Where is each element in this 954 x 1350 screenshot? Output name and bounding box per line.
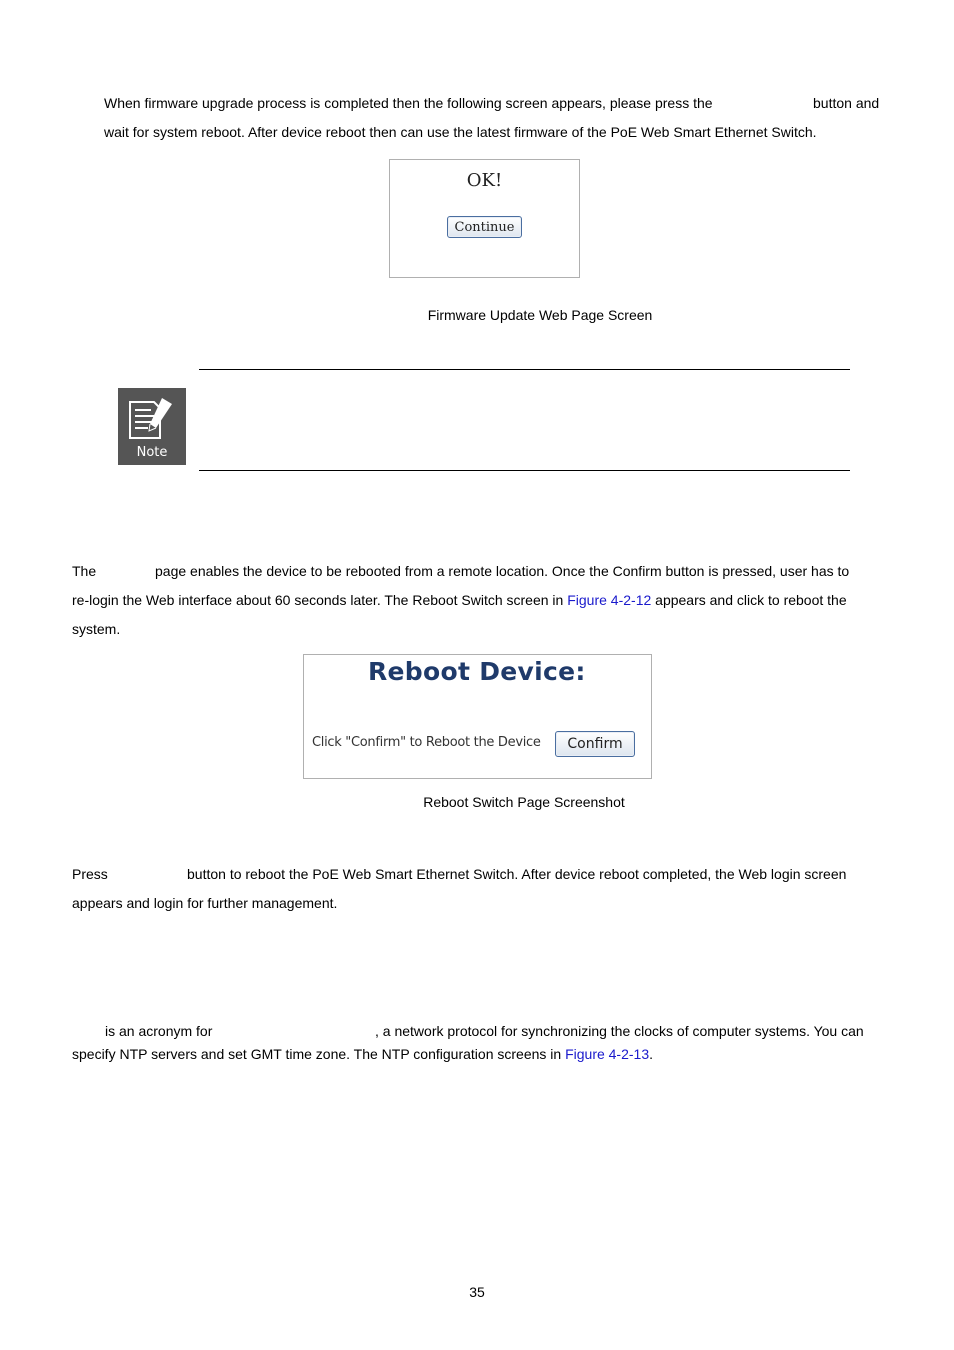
intro-line-1	[104, 89, 884, 118]
press-para-start: Press	[72, 866, 108, 882]
reboot-device-title: Reboot Device:	[368, 657, 586, 686]
page-number: 35	[469, 1284, 485, 1300]
reboot-para-line-1: page enables the device to be rebooted from a remote location. Once the Confirm button is pressed, user has to	[155, 563, 850, 579]
press-para-line-2: appears and login for further management.	[72, 895, 338, 911]
continue-button[interactable]: Continue	[447, 216, 522, 238]
figure-4-2-12-link[interactable]: Figure 4-2-12	[567, 592, 652, 608]
confirm-button[interactable]: Confirm	[555, 731, 635, 757]
ok-status-text: OK!	[466, 170, 503, 191]
reboot-para-line-3: system.	[72, 621, 121, 637]
firmware-ok-screenshot	[389, 159, 580, 278]
ntp-para-line-1a: is an acronym for	[105, 1023, 213, 1039]
note-top-rule	[199, 369, 850, 370]
ntp-para-line-1b: , a network protocol for synchronizing the clocks of computer systems. You can	[375, 1023, 864, 1039]
note-bottom-rule	[199, 470, 850, 471]
ntp-para-line-2: specify NTP servers and set GMT time zone. The NTP configuration screens in Figure 4-2-13.	[72, 1046, 654, 1062]
reboot-para-line-2: re-login the Web interface about 60 seconds later. The Reboot Switch screen in Figure 4-2-12 appears and click to reboot the	[72, 592, 847, 608]
note-icon	[118, 388, 186, 465]
figure-caption-firmware: Firmware Update Web Page Screen	[427, 307, 653, 323]
reboot-device-screenshot	[303, 654, 652, 779]
reboot-prompt-text: Click "Confirm" to Reboot the Device	[312, 735, 541, 750]
intro-line-1-start: When firmware upgrade process is completed then the following screen appears, please press the	[104, 95, 713, 111]
note-label: Note	[136, 445, 168, 460]
reboot-para-line-1-start: The	[72, 563, 97, 579]
intro-line-2: wait for system reboot. After device reboot then can use the latest firmware of the PoE Web Smart Ethernet Switch.	[104, 124, 817, 140]
intro-line-1-end: button and	[813, 95, 880, 111]
figure-caption-reboot: Reboot Switch Page Screenshot	[423, 794, 625, 810]
pencil-paper-icon	[118, 388, 186, 448]
figure-4-2-13-link[interactable]: Figure 4-2-13	[565, 1046, 650, 1062]
press-para-line-1: button to reboot the PoE Web Smart Ethernet Switch. After device reboot completed, the Web login screen	[187, 866, 847, 882]
